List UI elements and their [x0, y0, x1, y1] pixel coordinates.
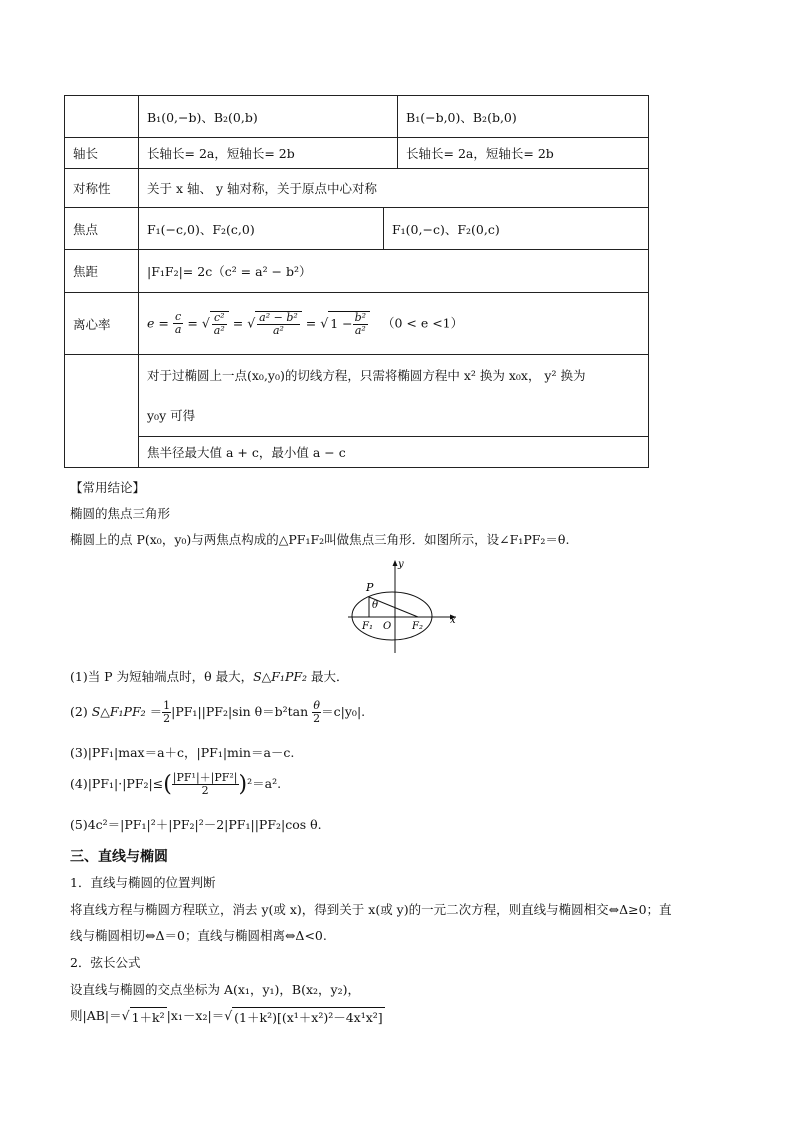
ecc-fraction-1: [173, 311, 184, 336]
c4-text-a: (4)|PF₁|·|PF₂|≤: [70, 776, 164, 791]
row-label: [65, 355, 139, 468]
denominator: a: [174, 323, 182, 336]
one-minus: 1 −: [330, 315, 353, 331]
ellipse-properties-table: [64, 95, 649, 468]
radicand-1: 1＋k²: [130, 1007, 167, 1026]
numerator: θ: [313, 699, 320, 712]
axis-y-cell: 长轴长= 2a，短轴长= 2b: [398, 138, 649, 169]
c2-text-c: ＝c|y₀|.: [321, 704, 366, 719]
left-paren: (: [163, 772, 172, 797]
c1-text-b: 最大．: [307, 669, 349, 684]
conclusion-1: [70, 667, 349, 685]
row-label: 轴长: [65, 138, 139, 169]
c4-text-b: ²＝a².: [247, 776, 282, 791]
c2-text-a: (2): [70, 704, 92, 719]
vertex-y-cell: B₁(−b,0)、B₂(b,0): [398, 96, 649, 138]
tangent-line-1: 对于过椭圆上一点(x₀,y₀)的切线方程，只需将椭圆方程中 x² 换为 x₀x， y² 换为: [147, 367, 586, 383]
tangent-cell: [139, 355, 649, 437]
row-label: 焦点: [65, 208, 139, 250]
chord-length-formula: [70, 1006, 385, 1026]
c2-theta-fraction: [312, 700, 321, 725]
denominator: a²: [272, 323, 284, 337]
section-3-sub-1: 1．直线与椭圆的位置判断: [70, 875, 216, 890]
table-row-symmetry: [65, 169, 649, 208]
table-row-focal-radius: [65, 437, 649, 468]
table-row-vertex: [65, 96, 649, 138]
section-3-sub-2: 2．弦长公式: [70, 955, 141, 970]
focal-radius-cell: 焦半径最大值 a + c，最小值 a − c: [139, 437, 649, 468]
right-paren: ): [238, 772, 248, 797]
denominator: 2: [163, 712, 171, 725]
table-row-focus: [65, 208, 649, 250]
label-x: x: [450, 615, 456, 626]
focal-distance-cell: |F₁F₂|= 2c（c² = a² − b²）: [139, 250, 649, 293]
focus-y-cell: F₁(0,−c)、F₂(0,c): [384, 208, 649, 250]
chord-radical-1: √ 1＋k²: [121, 1008, 165, 1025]
label-f1: F₁: [362, 621, 373, 632]
numerator: 1: [163, 699, 171, 712]
conclusion-3: (3)|PF₁|max＝a＋c，|PF₁|min＝a－c.: [70, 745, 295, 760]
label-p: P: [366, 581, 374, 594]
numerator: c²: [212, 312, 227, 325]
axis-x-cell: 长轴长= 2a，短轴长= 2b: [139, 138, 398, 169]
row-label: [65, 96, 139, 138]
c1-area-symbol: S△F₁PF₂: [253, 669, 308, 684]
section-3-title: 三、直线与椭圆: [70, 849, 168, 865]
focal-triangle-figure: [340, 555, 460, 655]
row-label: 焦距: [65, 250, 139, 293]
c2-half-fraction: [162, 700, 171, 725]
c1-text-a: (1)当 P 为短轴端点时，θ 最大，: [70, 669, 254, 684]
c4-fraction: [172, 772, 239, 797]
table-row-tangent: [65, 355, 649, 437]
section-3-para-2a: 设直线与椭圆的交点坐标为 A(x₁，y₁)，B(x₂，y₂)，: [70, 982, 360, 997]
vertex-x-cell: B₁(0,−b)、B₂(0,b): [139, 96, 398, 138]
c2-eq: ＝: [145, 704, 163, 719]
chord-text-a: 则|AB|＝: [70, 1008, 122, 1023]
label-y: y: [398, 559, 404, 570]
numerator: c: [173, 311, 184, 324]
ecc-range: （0 < e <1）: [381, 315, 464, 330]
tangent-line-2: y₀y 可得: [147, 407, 196, 423]
section-3-para-1b: 线与椭圆相切⇔Δ＝0；直线与椭圆相离⇔Δ<0.: [70, 928, 327, 943]
numerator: a² − b²: [259, 310, 298, 324]
c2-area-symbol: S△F₁PF₂: [91, 704, 146, 719]
focus-x-cell: F₁(−c,0)、F₂(c,0): [139, 208, 384, 250]
denominator: 2: [313, 712, 321, 725]
row-label: 对称性: [65, 169, 139, 208]
label-o: O: [383, 621, 392, 632]
denominator: a²: [213, 323, 225, 337]
radicand-2: (1＋k²)[(x¹＋x²)²－4x¹x²]: [232, 1007, 385, 1026]
numerator: |PF¹|＋|PF²|: [172, 771, 238, 784]
conclusion-4: [70, 772, 281, 797]
eccentricity-cell: e = $\frac{c}{a}$ = √ $\frac{\text{c²}}{\text{a²}}$ = √ $\frac{\text{a² − b²}}{\text{a²}}$ = √ 1 − $\frac{\text{b²}}{\text{a²}}$ （0 < e <1）: [139, 293, 649, 355]
label-f2: F₂: [412, 621, 423, 632]
numerator: b²: [354, 310, 367, 324]
ecc-lhs: e =: [147, 315, 169, 330]
label-theta: θ: [372, 600, 379, 611]
conclusion-2: [70, 700, 365, 725]
ecc-radical-2: √ $\frac{\text{a² − b²}}{\text{a²}}$: [247, 311, 302, 337]
chord-radical-2: √ (1＋k²)[(x¹＋x²)²－4x¹x²]: [224, 1008, 383, 1025]
symmetry-cell: 关于 x 轴、 y 轴对称，关于原点中心对称: [139, 169, 649, 208]
ecc-radical-3: √ 1 − $\frac{\text{b²}}{\text{a²}}$: [320, 311, 370, 337]
table-row-axis: [65, 138, 649, 169]
row-label: 离心率: [65, 293, 139, 355]
table-row-focal-distance: [65, 250, 649, 293]
common-subtitle: 椭圆的焦点三角形: [70, 506, 171, 521]
ecc-radical-1: √ $\frac{\text{c²}}{\text{a²}}$: [202, 311, 229, 337]
chord-text-b: |x₁－x₂|＝: [166, 1008, 225, 1023]
table-row-eccentricity: [65, 293, 649, 355]
section-3-para-1a: 将直线方程与椭圆方程联立，消去 y(或 x)，得到关于 x(或 y)的一元二次方程，则直线与椭圆相交⇔Δ≥0；直: [70, 902, 672, 917]
y-axis-arrow: [393, 560, 398, 566]
ellipse-curve: [352, 592, 432, 640]
denominator: 2: [201, 784, 209, 797]
denominator: a²: [354, 323, 366, 337]
c2-text-b: |PF₁||PF₂|sin θ＝b²tan: [171, 704, 313, 719]
common-heading: 【常用结论】: [70, 480, 146, 495]
conclusion-5: (5)4c²＝|PF₁|²＋|PF₂|²－2|PF₁||PF₂|cos θ.: [70, 817, 322, 832]
common-intro: 椭圆上的点 P(x₀，y₀)与两焦点构成的△PF₁F₂叫做焦点三角形．如图所示，设∠F₁PF₂＝θ.: [70, 532, 570, 547]
